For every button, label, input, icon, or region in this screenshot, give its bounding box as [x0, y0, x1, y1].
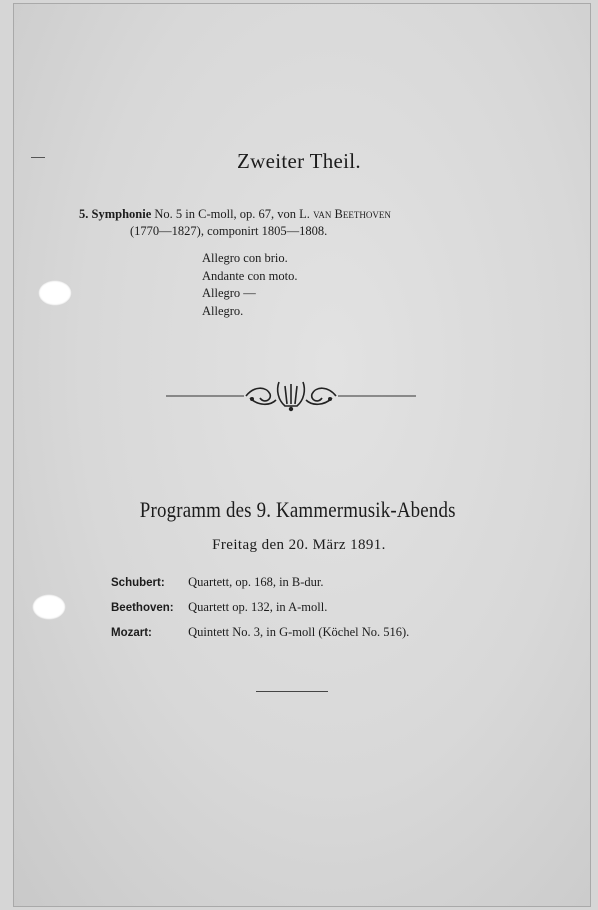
- program-item: [111, 575, 324, 590]
- symphony-number: 5.: [79, 207, 89, 221]
- paper-sheet: [14, 4, 590, 906]
- punch-hole-top: [38, 280, 72, 306]
- program-composer: Schubert:: [111, 577, 165, 589]
- program-composer: Beethoven:: [111, 602, 174, 614]
- movement-list: [202, 250, 297, 320]
- symphony-composer: van Beethoven: [313, 207, 391, 221]
- program-composer: Mozart:: [111, 627, 152, 639]
- movement-item: Allegro —: [202, 286, 256, 300]
- section-title: Zweiter Theil.: [237, 149, 361, 173]
- program-item: [111, 600, 327, 615]
- symphony-dates: (1770—1827), componirt 1805—1808.: [130, 224, 328, 238]
- program-work: Quartett op. 132, in A-moll.: [188, 600, 328, 614]
- symphony-title: Symphonie: [91, 207, 152, 221]
- movement-item: Allegro con brio.: [202, 251, 288, 265]
- closing-rule: [256, 691, 328, 692]
- symphony-details: No. 5 in C-moll, op. 67, von L.: [154, 207, 310, 221]
- punch-hole-bottom: [32, 594, 66, 620]
- program-title: Programm des 9. Kammermusik-Abends: [139, 497, 456, 522]
- movement-item: Andante con moto.: [202, 268, 298, 283]
- program-work: Quintett No. 3, in G-moll (Köchel No. 516).: [188, 625, 410, 639]
- lyre-ornament-icon: [166, 376, 416, 412]
- program-work: Quartett, op. 168, in B-dur.: [188, 575, 324, 589]
- movement-item: Allegro.: [202, 303, 244, 318]
- program-item: [111, 625, 409, 640]
- symphony-heading: [79, 207, 391, 222]
- program-date: Freitag den 20. März 1891.: [212, 537, 386, 553]
